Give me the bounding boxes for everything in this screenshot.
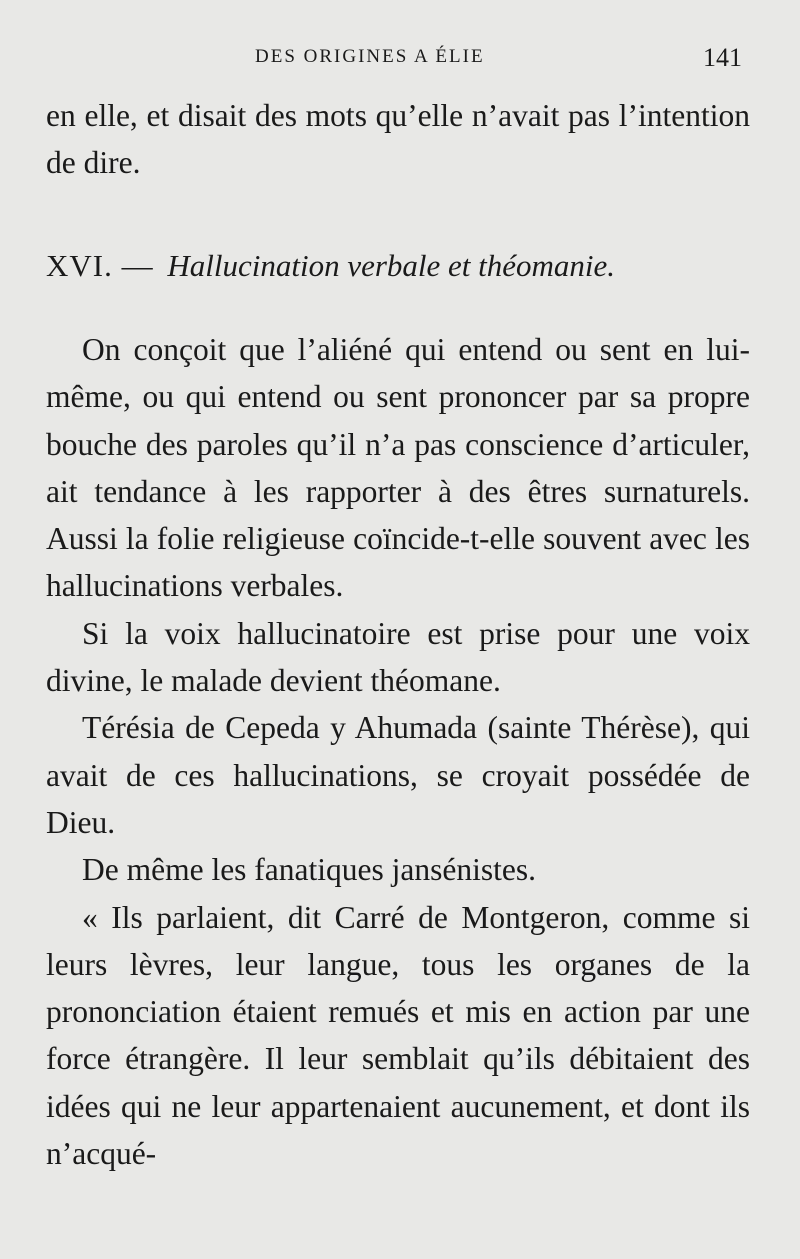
continuation-paragraph: en elle, et disait des mots qu’elle n’avait pas l’intention de dire.	[46, 98, 750, 181]
section-heading	[46, 248, 750, 284]
paragraph: Térésia de Cepeda y Ahumada (sainte Thérèse), qui avait de ces hallucinations, se croyait possédée de Dieu.	[46, 710, 750, 840]
main-text	[46, 326, 750, 1177]
section-title: Hallucination verbale et théomanie.	[167, 248, 616, 283]
running-header	[0, 43, 800, 72]
paragraph: De même les fanatiques jansénistes.	[82, 852, 536, 888]
running-title: DES ORIGINES A ÉLIE	[255, 46, 485, 67]
section-number: XVI. —	[46, 248, 154, 283]
page-number: 141	[703, 43, 742, 72]
quote-paragraph: « Ils parlaient, dit Carré de Montgeron, comme si leurs lèvres, leur langue, tous les organes de la prononciation étaient remués et mis en action par une force étrangère. Il leur semblait qu’ils débitaient des idées qui ne leur appartenaient aucunement, et dont ils n’acqué-	[46, 899, 750, 1172]
paragraph: On conçoit que l’aliéné qui entend ou sent en lui-même, ou qui entend ou sent prononcer par sa propre bouche des paroles qu’il n’a pas conscience d’articuler, ait tendance à les rapporter à des êtres surnaturels. Aussi la folie religieuse coïncide-t-elle souvent avec les hallucinations verbales.	[46, 332, 750, 604]
paragraph: Si la voix hallucinatoire est prise pour une voix divine, le malade devient théomane.	[46, 615, 750, 699]
continuation-block	[46, 92, 750, 187]
